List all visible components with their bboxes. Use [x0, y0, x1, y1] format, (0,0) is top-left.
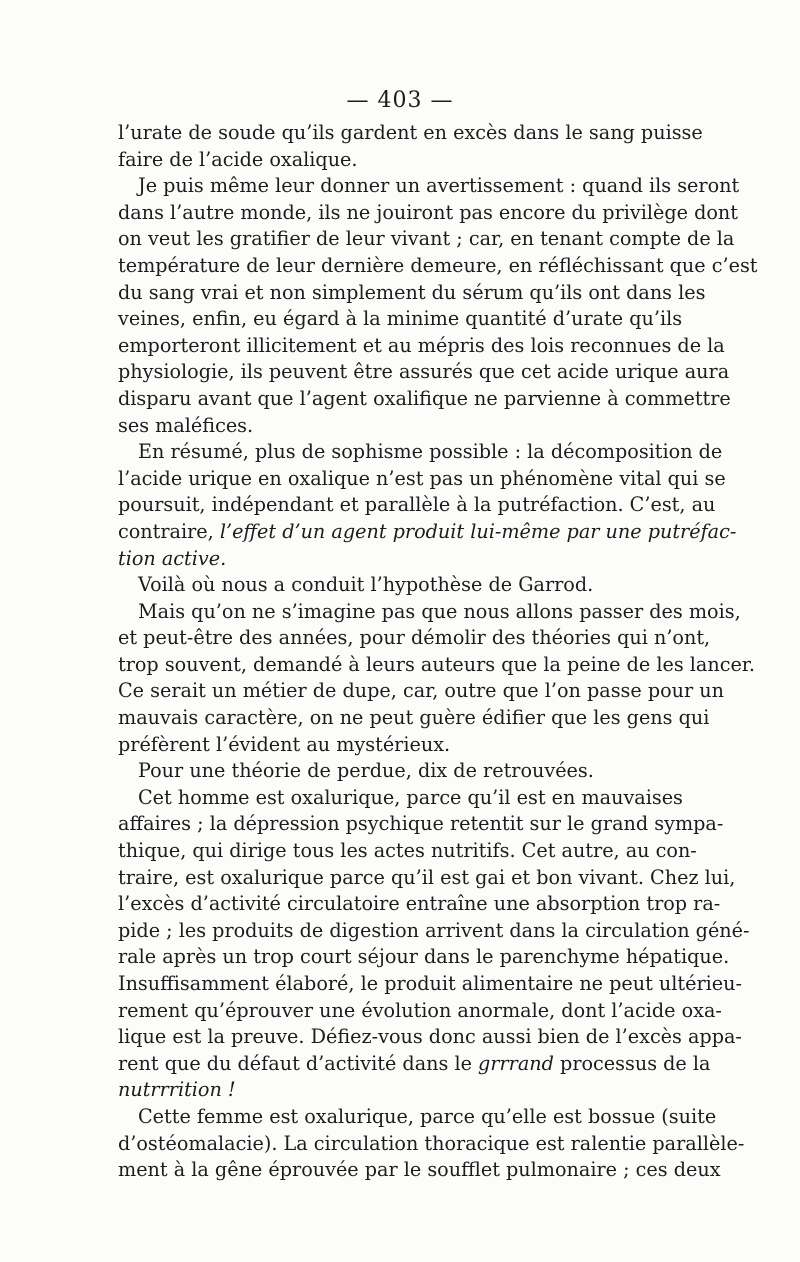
text-line: Voilà où nous a conduit l’hypothèse de Garrod. [138, 573, 594, 597]
text-line: trop souvent, demandé à leurs auteurs que la peine de les lancer. [118, 652, 755, 676]
text-line: l’urate de soude qu’ils gardent en excès dans le sang puisse [118, 121, 703, 144]
text-line: emporteront illicitement et au mépris des lois reconnues de la [118, 333, 725, 357]
paragraph-5 [118, 599, 755, 759]
text-line: Cette femme est oxalurique, parce qu’elle est bossue (suite [138, 1104, 717, 1128]
paragraph-7 [118, 785, 750, 1104]
body-text [118, 120, 758, 1184]
emphasized-text: tion active. [118, 546, 227, 570]
text-line: l’excès d’activité circulatoire entraîne une absorption trop ra- [118, 892, 721, 916]
text-run: processus de la [553, 1051, 711, 1075]
text-line [118, 546, 678, 573]
text-line: pide ; les produits de digestion arrivent dans la circulation géné- [118, 918, 750, 942]
emphasized-text: nutrrrition ! [118, 1078, 236, 1102]
text-line: ses maléfices. [118, 413, 254, 437]
text-line: ment à la gêne éprouvée par le soufflet pulmonaire ; ces deux [118, 1158, 721, 1182]
text-line: température de leur dernière demeure, en réfléchissant que c’est [118, 253, 758, 277]
text-line: du sang vrai et non simplement du sérum qu’ils ont dans les [118, 280, 706, 304]
text-line: Je puis même leur donner un avertissement : quand ils seront [138, 174, 740, 198]
text-line [118, 1077, 678, 1104]
text-line: lique est la preuve. Défiez-vous donc aussi bien de l’excès appa- [118, 1025, 742, 1049]
text-line: veines, enfin, eu égard à la minime quantité d’urate qu’ils [118, 307, 683, 331]
paragraph-2 [118, 173, 758, 439]
text-line: l’acide urique en oxalique n’est pas un phénomène vital qui se [118, 466, 726, 490]
text-line: physiologie, ils peuvent être assurés que cet acide urique aura [118, 360, 730, 384]
text-line: dans l’autre monde, ils ne jouiront pas encore du privilège dont [118, 200, 738, 224]
text-line: Insuffisamment élaboré, le produit alimentaire ne peut ultérieu- [118, 972, 742, 995]
text-line: mauvais caractère, on ne peut guère édifier que les gens qui [118, 706, 710, 730]
paragraph-8 [118, 1104, 745, 1184]
text-line: traire, est oxalurique parce qu’il est gai et bon vivant. Chez lui, [118, 865, 736, 889]
text-line [118, 519, 737, 546]
text-line: Pour une théorie de perdue, dix de retrouvées. [138, 759, 594, 783]
text-run: contraire, [118, 519, 220, 543]
page-number: — 403 — [346, 88, 454, 113]
text-line: rale après un trop court séjour dans le parenchyme hépatique. [118, 945, 730, 969]
text-line: faire de l’acide oxalique. [118, 147, 358, 171]
paragraph-3 [118, 439, 737, 572]
paragraph-4 [118, 572, 678, 599]
paragraph-6 [118, 758, 678, 785]
text-line: Mais qu’on ne s’imagine pas que nous allons passer des mois, [138, 599, 741, 623]
text-line: disparu avant que l’agent oxalifique ne parvienne à commettre [118, 386, 731, 410]
text-line: affaires ; la dépression psychique retentit sur le grand sympa- [118, 812, 724, 836]
emphasized-text: l’effet d’un agent produit lui-même par une putréfac- [219, 519, 737, 543]
text-line: on veut les gratifier de leur vivant ; car, en tenant compte de la [118, 227, 735, 251]
text-line: Cet homme est oxalurique, parce qu’il est en mauvaises [138, 785, 683, 809]
paragraph-1 [118, 120, 703, 173]
text-line [118, 1051, 711, 1078]
text-line: En résumé, plus de sophisme possible : la décomposition de [138, 440, 723, 464]
text-line: et peut-être des années, pour démolir des théories qui n’ont, [118, 626, 711, 650]
text-line: thique, qui dirige tous les actes nutritifs. Cet autre, au con- [118, 839, 697, 863]
text-line: d’ostéomalacie). La circulation thoracique est ralentie parallèle- [118, 1131, 745, 1155]
text-line: Ce serait un métier de dupe, car, outre que l’on passe pour un [118, 679, 725, 703]
emphasized-text: grrrand [478, 1051, 554, 1075]
text-line: préfèrent l’évident au mystérieux. [118, 732, 451, 756]
text-run: rent que du défaut d’activité dans le [118, 1051, 479, 1075]
text-line: rement qu’éprouver une évolution anormale, dont l’acide oxa- [118, 998, 722, 1022]
text-line: poursuit, indépendant et parallèle à la putréfaction. C’est, au [118, 493, 716, 517]
